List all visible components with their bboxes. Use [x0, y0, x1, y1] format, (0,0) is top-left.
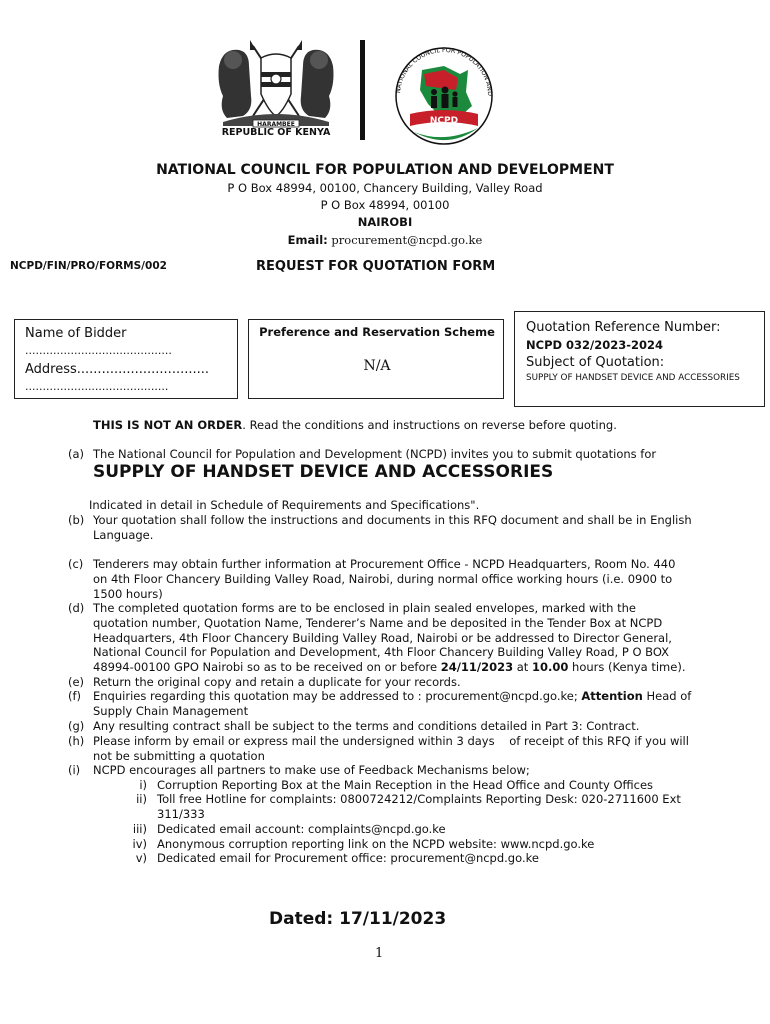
ncpd-logo-icon	[388, 40, 500, 150]
item-a-label: (a)	[68, 447, 85, 461]
item-h-label: (h)	[68, 734, 85, 748]
item-i-label: (i)	[68, 763, 81, 777]
list-item-number: v)	[135, 851, 147, 865]
city: NAIROBI	[357, 215, 413, 229]
coat-of-arms-icon	[213, 36, 339, 140]
quotation-ref-value: NCPD 032/2023-2024	[526, 338, 664, 352]
item-d-label: (d)	[68, 601, 85, 615]
rfq-subject-heading: SUPPLY OF HANDSET DEVICE AND ACCESSORIES	[93, 462, 554, 482]
list-item-number: iii)	[132, 822, 147, 836]
form-title: REQUEST FOR QUOTATION FORM	[256, 259, 496, 274]
item-h-text: Please inform by email or express mail the undersigned within 3 days of receipt of this RFQ if you will not be submitting a quotation	[93, 734, 693, 763]
item-f-label: (f)	[68, 689, 82, 703]
list-item: Anonymous corruption reporting link on the NCPD website: www.ncpd.go.ke	[157, 837, 595, 851]
item-a-continuation: Indicated in detail in Schedule of Requirements and Specifications".	[89, 498, 480, 512]
bidder-name-dots[interactable]: ..........................................	[25, 344, 172, 357]
notice-bold: THIS IS NOT AN ORDER	[93, 418, 243, 432]
org-name: NATIONAL COUNCIL FOR POPULATION AND DEVELOPMENT	[156, 162, 614, 178]
page-number: 1	[375, 946, 384, 961]
item-d-at: at	[513, 660, 532, 675]
item-d-text-body: The completed quotation forms are to be enclosed in plain sealed envelopes, marked with the quotation number, Quotation Name, Tenderer’s Name and be deposited in the Tender Box at NCPD Headquarters, 4th Floor Chancery Building Valley Road, Nairobi or be addressed to Director General, National Council for Population and Development, 4th Floor Chancery Building Valley Road, P O BOX 48994-00100 GPO Nairobi so as to be received on or before	[93, 601, 672, 675]
list-item: Dedicated email for Procurement office: procurement@ncpd.go.ke	[157, 851, 539, 865]
preference-value: N/A	[363, 358, 391, 374]
closing-date: 24/11/2023	[440, 660, 514, 675]
address-line-1: P O Box 48994, 00100, Chancery Building, Valley Road	[227, 181, 543, 195]
notice-rest: . Read the conditions and instructions on reverse before quoting.	[242, 418, 617, 432]
list-item-number: ii)	[136, 792, 147, 806]
item-a-text: The National Council for Population and Development (NCPD) invites you to submit quotations for	[93, 447, 657, 461]
svg-text:HARAMBEE: HARAMBEE	[257, 121, 295, 128]
bidder-address-label[interactable]: Address................................	[25, 362, 210, 377]
item-g-label: (g)	[68, 719, 85, 733]
list-item-number: iv)	[132, 837, 147, 851]
item-b-label: (b)	[68, 513, 85, 527]
item-g-text: Any resulting contract shall be subject to the terms and conditions detailed in Part 3: Contract.	[93, 719, 640, 733]
item-c-label: (c)	[68, 557, 84, 571]
svg-text:NCPD: NCPD	[429, 116, 459, 126]
address-line-2: P O Box 48994, 00100	[320, 198, 450, 212]
item-f-text	[93, 689, 693, 719]
not-an-order-notice	[93, 418, 617, 432]
ncpd-logo	[388, 40, 500, 150]
email-line	[0, 233, 770, 247]
closing-time: 10.00	[531, 660, 569, 675]
item-f-text-tail: Head of Supply Chain Management	[93, 689, 692, 718]
item-b-text: Your quotation shall follow the instructions and documents in this RFQ document and shall be in English Language.	[93, 513, 692, 542]
item-d-tail: hours (Kenya time).	[568, 660, 686, 675]
item-e-text: Return the original copy and retain a duplicate for your records.	[93, 675, 461, 689]
item-c-text: Tenderers may obtain further information at Procurement Office - NCPD Headquarters, Room No. 440 on 4th Floor Chancery Building Valley Road, Nairobi, during normal office working hours (i.e. 0900 to 1500 hours)	[93, 557, 676, 601]
email-label: Email:	[287, 233, 328, 247]
form-reference: NCPD/FIN/PRO/FORMS/002	[10, 260, 167, 272]
quotation-box	[514, 311, 765, 407]
kenya-coat-of-arms	[213, 36, 339, 140]
preference-box	[248, 319, 504, 399]
email-value[interactable]: procurement@ncpd.go.ke	[331, 233, 483, 247]
item-f-attention: Attention	[581, 689, 643, 703]
bidder-name-label: Name of Bidder	[25, 326, 127, 341]
bidder-box	[14, 319, 238, 399]
list-item: Dedicated email account: complaints@ncpd.go.ke	[157, 822, 446, 836]
quotation-subject-label: Subject of Quotation:	[526, 355, 665, 370]
quotation-ref-label: Quotation Reference Number:	[526, 320, 721, 335]
list-item: Toll free Hotline for complaints: 0800724212/Complaints Reporting Desk: 020-2711600 Ext 311/333	[157, 792, 681, 821]
list-item-number: i)	[139, 778, 147, 792]
logo-divider	[360, 40, 365, 140]
bidder-address-dots[interactable]: .........................................	[25, 380, 169, 393]
list-item: Corruption Reporting Box at the Main Reception in the Head Office and County Offices	[157, 778, 654, 792]
preference-title: Preference and Reservation Scheme	[259, 325, 495, 339]
item-i-text: NCPD encourages all partners to make use of Feedback Mechanisms below;	[93, 763, 530, 777]
quotation-subject-value: SUPPLY OF HANDSET DEVICE AND ACCESSORIES	[526, 373, 740, 383]
item-f-text-body: Enquiries regarding this quotation may be addressed to : procurement@ncpd.go.ke;	[93, 689, 582, 703]
item-d-text	[93, 601, 693, 675]
item-e-label: (e)	[68, 675, 85, 689]
svg-text:NATIONAL COUNCIL FOR POPULATIO: NATIONAL COUNCIL FOR POPULATION AND	[395, 46, 494, 97]
dated-line: Dated: 17/11/2023	[269, 909, 447, 929]
kenya-caption: REPUBLIC OF KENYA	[221, 127, 331, 138]
